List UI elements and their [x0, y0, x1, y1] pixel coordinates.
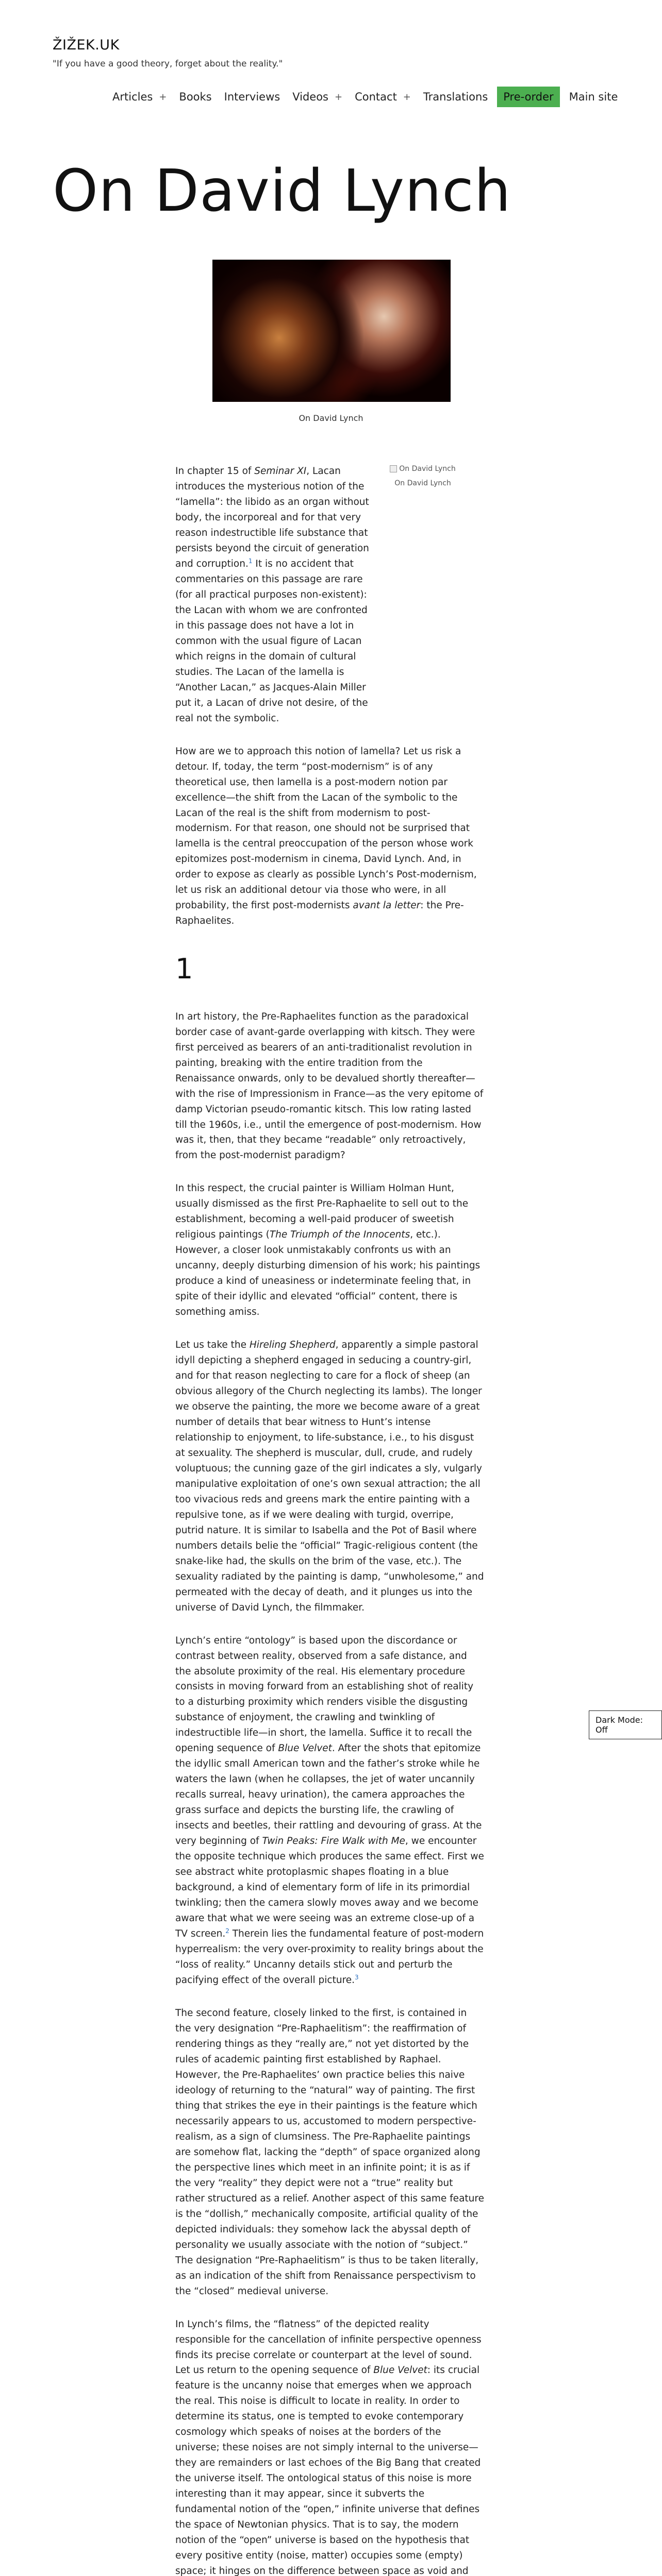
site-header	[53, 37, 283, 69]
article-paragraph: How are we to approach this notion of lamella? Let us risk a detour. If, today, the term “post-modernism” is of any theoretical use, then lamella is a post-modern notion par excellence—the shift from the Lacan of the symbolic to the Lacan of the real is the shift from modernism to post-modernism. For that reason, one should not be surprised that lamella is the central preoccupation of the person whose work epitomizes post-modernism in cinema, David Lynch. And, in order to expose as clearly as possible Lynch’s Post-modernism, let us risk an additional detour via those who were, in all probability, the first post-modernists avant la letter: the Pre-Raphaelites.	[175, 745, 477, 927]
expand-plus-icon[interactable]: +	[403, 91, 411, 103]
nav-label: Videos	[292, 91, 328, 103]
article-paragraph: In chapter 15 of Seminar XI, Lacan introduces the mysterious notion of the “lamella”: the libido as an organ without body, the incorporeal and for that very reason indestructible life substance that persists beyond the circuit of generation and corruption.$^1$ It is no accident that commentaries on this passage are rare (for all practical purposes non-existent): the Lacan with whom we are confronted in this passage does not have a lot in common with the usual figure of Lacan which reigns in the domain of cultural studies. The Lacan of the lamella is “Another Lacan,” as Jacques-Alain Miller put it, a Lacan of drive not desire, of the real not the symbolic.	[175, 466, 369, 724]
hero-image-art	[212, 260, 451, 402]
footnote-link[interactable]: 3	[355, 1974, 359, 1981]
expand-plus-icon[interactable]: +	[335, 91, 343, 103]
article-paragraph: In Lynch’s films, the “flatness” of the depicted reality responsible for the cancellation of infinite perspective openness finds its precise correlate or counterpart at the level of sound. Let us return to the opening sequence of Blue Velvet: its crucial feature is the uncanny noise that emerges when we approach the real. This noise is difficult to locate in reality. In order to determine its status, one is tempted to evoke contemporary cosmology which speaks of noises at the borders of the universe; these noises are not simply internal to the universe—they are remainders or last echoes of the Big Bang that created the universe itself. The ontological status of this noise is more interesting than it may appear, since it subverts the fundamental notion of the “open,” infinite universe that defines the space of Newtonian physics. That is to say, the modern notion of the “open” universe is based on the hypothesis that every positive entity (noise, matter) occupies some (empty) space; it hinges on the difference between space as void and	[175, 2318, 482, 2576]
page-title: On David Lynch	[53, 158, 511, 225]
nav-label: Main site	[569, 91, 618, 103]
article-paragraph: Lynch’s entire “ontology” is based upon the discordance or contrast between reality, observed from a safe distance, and the absolute proximity of the real. His elementary procedure consists in moving forward from an establishing shot of reality to a disturbing proximity which renders visible the disgusting substance of enjoyment, the crawling and twinkling of indestructible life—in short, the lamella. Suffice it to recall the opening sequence of Blue Velvet. After the shots that epitomize the idyllic small American town and the father’s stroke while he waters the lawn (when he collapses, the jet of water uncannily recalls surreal, heavy urination), the camera approaches the grass surface and depicts the bursting life, the crawling of insects and beetles, their rattling and devouring of grass. At the very beginning of Twin Peaks: Fire Walk with Me, we encounter the opposite technique which produces the same effect. First we see abstract white protoplasmic shapes floating in a blue background, a kind of elementary form of life in its primordial twinkling; then the camera slowly moves away and we become aware that what we were seeing was an extreme close-up of a TV screen.$^2$ Therein lies the fundamental feature of post-modern hyperrealism: the very over-proximity to reality brings about the “loss of reality.” Uncanny details stick out and perturb the pacifying effect of the overall picture.$^3$	[175, 1635, 484, 1986]
nav-label: Articles	[112, 91, 153, 103]
footnote-link[interactable]: 1	[248, 557, 253, 565]
nav-label: Pre-order	[503, 91, 554, 103]
section-heading: 1	[175, 953, 193, 986]
article-body	[175, 464, 485, 2576]
image-alt-text: On David Lynch	[399, 465, 456, 473]
hero-image	[212, 260, 451, 402]
hero-caption: On David Lynch	[299, 413, 363, 423]
nav-item-translations[interactable]	[417, 87, 494, 107]
site-tagline: "If you have a good theory, forget about the reality."	[53, 59, 283, 70]
article-paragraph: The second feature, closely linked to the first, is contained in the very designation “Pre-Raphaelitism”: the reaffirmation of rendering things as they “really are,” not yet distorted by the rules of academic painting first established by Raphael. However, the Pre-Raphaelites’ own practice belies this naive ideology of returning to the “natural” way of painting. The first thing that strikes the eye in their paintings is the feature which necessarily appears to us, accustomed to modern perspective-realism, as a sign of clumsiness. The Pre-Raphaelite paintings are somehow flat, lacking the “depth” of space organized along the perspective lines which meet in an infinite point; it is as if the very “reality” they depict were not a “true” reality but rather structured as a relief. Another aspect of this same feature is the “dollish,” mechanically composite, artificial quality of the depicted individuals: they somehow lack the abyssal depth of personality we usually associate with the notion of “subject.” The designation “Pre-Raphaelitism” is thus to be taken literally, as an indication of the shift from Renaissance perspectivism to the “closed” medieval universe.	[175, 2008, 484, 2297]
article-paragraph: In this respect, the crucial painter is William Holman Hunt, usually dismissed as the first Pre-Raphaelite to sell out to the establishment, becoming a well-paid producer of sweetish religious paintings (The Triumph of the Innocents, etc.). However, a closer look unmistakably confronts us with an uncanny, deeply disturbing dimension of his work; his paintings produce a kind of uneasiness or indeterminate feeling that, in spite of their idyllic and elevated “official” content, there is something amiss.	[175, 1183, 481, 1318]
article-paragraph: In art history, the Pre-Raphaelites function as the paradoxical border case of avant-garde overlapping with kitsch. They were first perceived as bearers of an anti-traditionalist revolution in painting, breaking with the entire tradition from the Renaissance onwards, only to be devalued shortly thereafter—with the rise of Impressionism in France—as the very epitome of damp Victorian pseudo-romantic kitsch. This low rating lasted till the 1960s, i.e., until the emergence of post-modernism. How was it, then, that they became “readable” only retroactively, from the post-modernist paradigm?	[175, 1011, 484, 1161]
dark-mode-toggle[interactable]: Dark Mode: Off	[589, 1710, 662, 1739]
nav-label: Interviews	[224, 91, 280, 103]
nav-item-preorder[interactable]	[497, 87, 559, 107]
article-paragraph: Let us take the Hireling Shepherd, apparently a simple pastoral idyll depicting a shepherd engaged in seducing a country-girl, and for that reason neglecting to care for a flock of sheep (an obvious allegory of the Church neglecting its lambs). The longer we observe the painting, the more we become aware of a great number of details that bear witness to Hunt’s intense relationship to enjoyment, to life-substance, i.e., to his disgust at sexuality. The shepherd is muscular, dull, crude, and rudely voluptuous; the cunning gaze of the girl indicates a sly, vulgarly manipulative exploitation of one’s own sexual attraction; the all too vivacious reds and greens mark the entire painting with a repulsive tone, as if we were dealing with turgid, overripe, putrid nature. It is similar to Isabella and the Pot of Basil where numbers details belie the “official” Tragic-religious content (the snake-like had, the skulls on the brim of the vase, etc.). The sexuality radiated by the painting is damp, “unwholesome,” and permeated with the decay of death, and it plunges us into the universe of David Lynch, the filmmaker.	[175, 1340, 484, 1613]
site-title[interactable]: ŽIŽEK.UK	[53, 37, 120, 53]
nav-item-interviews[interactable]	[218, 87, 287, 107]
nav-item-videos[interactable]	[286, 87, 349, 107]
figure-caption: On David Lynch	[394, 479, 451, 487]
nav-label: Contact	[355, 91, 397, 103]
nav-item-articles[interactable]	[106, 87, 173, 107]
nav-item-books[interactable]	[173, 87, 218, 107]
nav-label: Books	[179, 91, 212, 103]
nav-item-main-site[interactable]	[563, 87, 624, 107]
nav-label: Translations	[423, 91, 488, 103]
footnote-link[interactable]: 2	[225, 1927, 229, 1935]
expand-plus-icon[interactable]: +	[159, 91, 167, 103]
main-nav	[106, 87, 624, 107]
nav-item-contact[interactable]	[349, 87, 417, 107]
